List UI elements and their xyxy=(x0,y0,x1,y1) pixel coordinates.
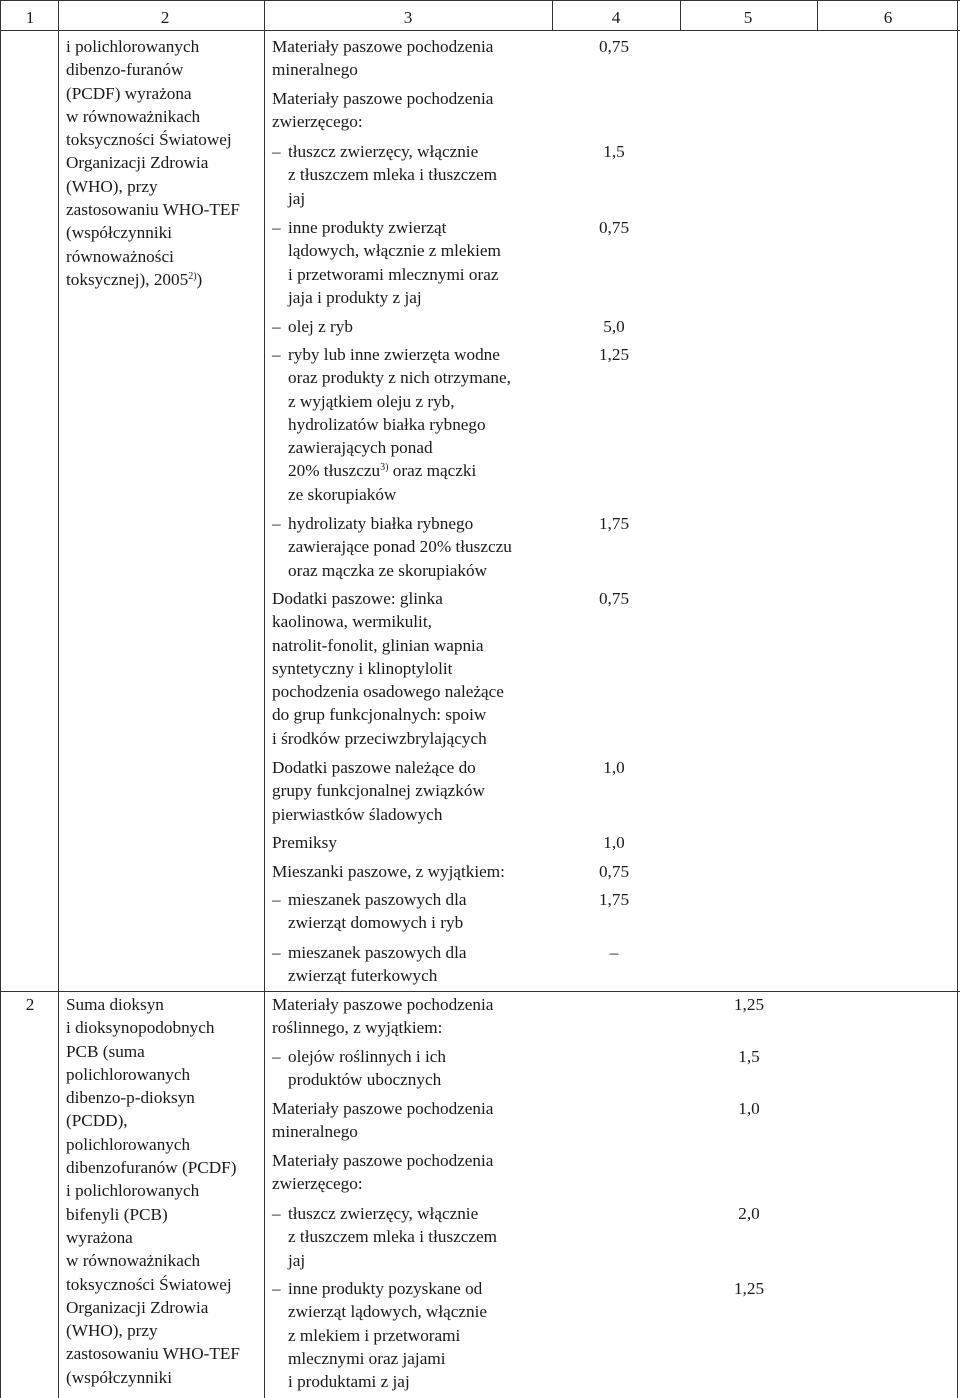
header-separator xyxy=(0,30,960,31)
r1-item-10-text: Premiksy xyxy=(272,833,337,852)
r1-item-4-text: inne produkty zwierząt lądowych, włącznie z mlekiem i przetworami mlecznymi oraz jaja i produkty z jaj xyxy=(288,218,501,307)
r1-item-3-dash: – xyxy=(272,142,281,161)
r1-item-1-text: Materiały paszowe pochodzenia mineralnego xyxy=(272,37,494,80)
r1-item-6-text-c: ze skorupiaków xyxy=(288,484,397,504)
r1-item-7-dash: – xyxy=(272,514,281,533)
r2-item-4-text: Materiały paszowe pochodzenia zwierzęcego: xyxy=(272,1151,494,1194)
header-col-4: 4 xyxy=(611,8,621,27)
row1-substance-text: i polichlorowanych dibenzo-furanów (PCDF) wyrażona w równoważnikach toksyczności Światowej Organizacji Zdrowia (WHO), przy zastosowaniu WHO-TEF (współczynniki równoważności toksycznej), 2005 xyxy=(66,37,240,289)
r2-item-1-text: Materiały paszowe pochodzenia roślinnego, z wyjątkiem: xyxy=(272,995,494,1038)
r2-item-3-value: 1,0 xyxy=(738,1099,760,1118)
header-col-3: 3 xyxy=(403,8,413,27)
r2-item-2-value: 1,5 xyxy=(738,1047,760,1066)
r1-item-8-value: 0,75 xyxy=(598,589,630,608)
r1-item-6-text-a: ryby lub inne zwierzęta wodne oraz produkty z nich otrzymane, z wyjątkiem oleju z ryb, hydrolizatów białka rybnego zawierających ponad 20% tłuszczu xyxy=(288,345,511,481)
r1-item-6-text-b: oraz mączki xyxy=(388,461,477,481)
r1-item-13-value: – xyxy=(609,943,619,962)
r1-item-9-text: Dodatki paszowe należące do grupy funkcjonalnej związków pierwiastków śladowych xyxy=(272,758,485,824)
r1-item-9-value: 1,0 xyxy=(603,758,625,777)
r1-item-12-value: 1,75 xyxy=(598,890,630,909)
r2-item-5-text: tłuszcz zwierzęcy, włącznie z tłuszczem mleka i tłuszczem jaj xyxy=(288,1204,498,1270)
r1-item-12-text: mieszanek paszowych dla zwierząt domowych i ryb xyxy=(288,890,467,933)
r1-item-5-dash: – xyxy=(272,317,281,336)
header-col-5: 5 xyxy=(743,8,753,27)
r1-item-1-value: 0,75 xyxy=(598,37,630,56)
row-separator xyxy=(0,991,960,992)
r1-item-6-value: 1,25 xyxy=(598,345,630,364)
r2-item-5-value: 2,0 xyxy=(738,1204,760,1223)
r1-item-13-text: mieszanek paszowych dla zwierząt futerkowych xyxy=(288,943,467,986)
r1-item-11-value: 0,75 xyxy=(598,862,630,881)
r1-item-4-value: 0,75 xyxy=(598,218,630,237)
col-divider-5-6 xyxy=(817,0,818,30)
table-border-top xyxy=(0,0,960,1)
r1-item-3-text: tłuszcz zwierzęcy, włącznie z tłuszczem mleka i tłuszczem jaj xyxy=(288,142,498,208)
r2-item-6-text: inne produkty pozyskane od zwierząt lądowych, włącznie z mlekiem i przetworami mlecznymi oraz jajami i produktami z jaj xyxy=(288,1279,487,1392)
r1-item-3-value: 1,5 xyxy=(603,142,625,161)
r1-item-4-dash: – xyxy=(272,218,281,237)
r2-item-2-dash: – xyxy=(272,1047,281,1066)
header-col-1: 1 xyxy=(25,8,35,27)
r1-item-7-text: hydrolizaty białka rybnego zawierające ponad 20% tłuszczu oraz mączka ze skorupiaków xyxy=(288,514,512,580)
header-col-2: 2 xyxy=(160,8,170,27)
r2-item-6-dash: – xyxy=(272,1279,281,1298)
header-col-6: 6 xyxy=(883,8,893,27)
r1-item-11-text: Mieszanki paszowe, z wyjątkiem: xyxy=(272,862,505,881)
r1-item-6-dash: – xyxy=(272,345,281,364)
col-divider-3-4 xyxy=(552,0,553,30)
r2-item-3-text: Materiały paszowe pochodzenia mineralnego xyxy=(272,1099,494,1142)
col-divider-1-2 xyxy=(58,0,59,1398)
row1-substance-tail: ) xyxy=(196,269,203,289)
r1-item-5-value: 5,0 xyxy=(603,317,625,336)
r1-item-7-value: 1,75 xyxy=(598,514,630,533)
footnote-ref: 3) xyxy=(380,462,389,474)
r2-item-1-value: 1,25 xyxy=(733,995,765,1014)
row2-substance-description: Suma dioksyn i dioksynopodobnych PCB (suma polichlorowanych dibenzo-p-dioksyn (PCDD), polichlorowanych dibenzofuranów (PCDF) i polichlorowanych bifenyli (PCB) wyrażona w równoważnikach toksyczności Światowej Organizacji Zdrowia (WHO), przy zastosowaniu WHO-TEF (współczynniki xyxy=(66,995,240,1387)
col-divider-4-5 xyxy=(680,0,681,30)
r1-item-8-text: Dodatki paszowe: glinka kaolinowa, wermikulit, natrolit-fonolit, glinian wapnia syntetyczny i klinoptylolit pochodzenia osadowego należące do grup funkcjonalnych: spoiw i środków przeciwzbrylających xyxy=(272,589,504,748)
footnote-ref: 2) xyxy=(188,270,197,282)
r2-item-2-text: olejów roślinnych i ich produktów ubocznych xyxy=(288,1047,447,1090)
row2-number: 2 xyxy=(25,995,35,1014)
table-border-left xyxy=(0,0,1,1398)
r1-item-13-dash: – xyxy=(272,943,281,962)
r2-item-5-dash: – xyxy=(272,1204,281,1223)
r1-item-2-text: Materiały paszowe pochodzenia zwierzęcego: xyxy=(272,89,494,132)
row1-substance-description xyxy=(66,35,266,291)
r1-item-5-text: olej z ryb xyxy=(288,317,353,336)
r1-item-6-text xyxy=(288,343,562,506)
r1-item-10-value: 1,0 xyxy=(603,833,625,852)
table-border-right xyxy=(957,0,958,1398)
r1-item-12-dash: – xyxy=(272,890,281,909)
r2-item-6-value: 1,25 xyxy=(733,1279,765,1298)
